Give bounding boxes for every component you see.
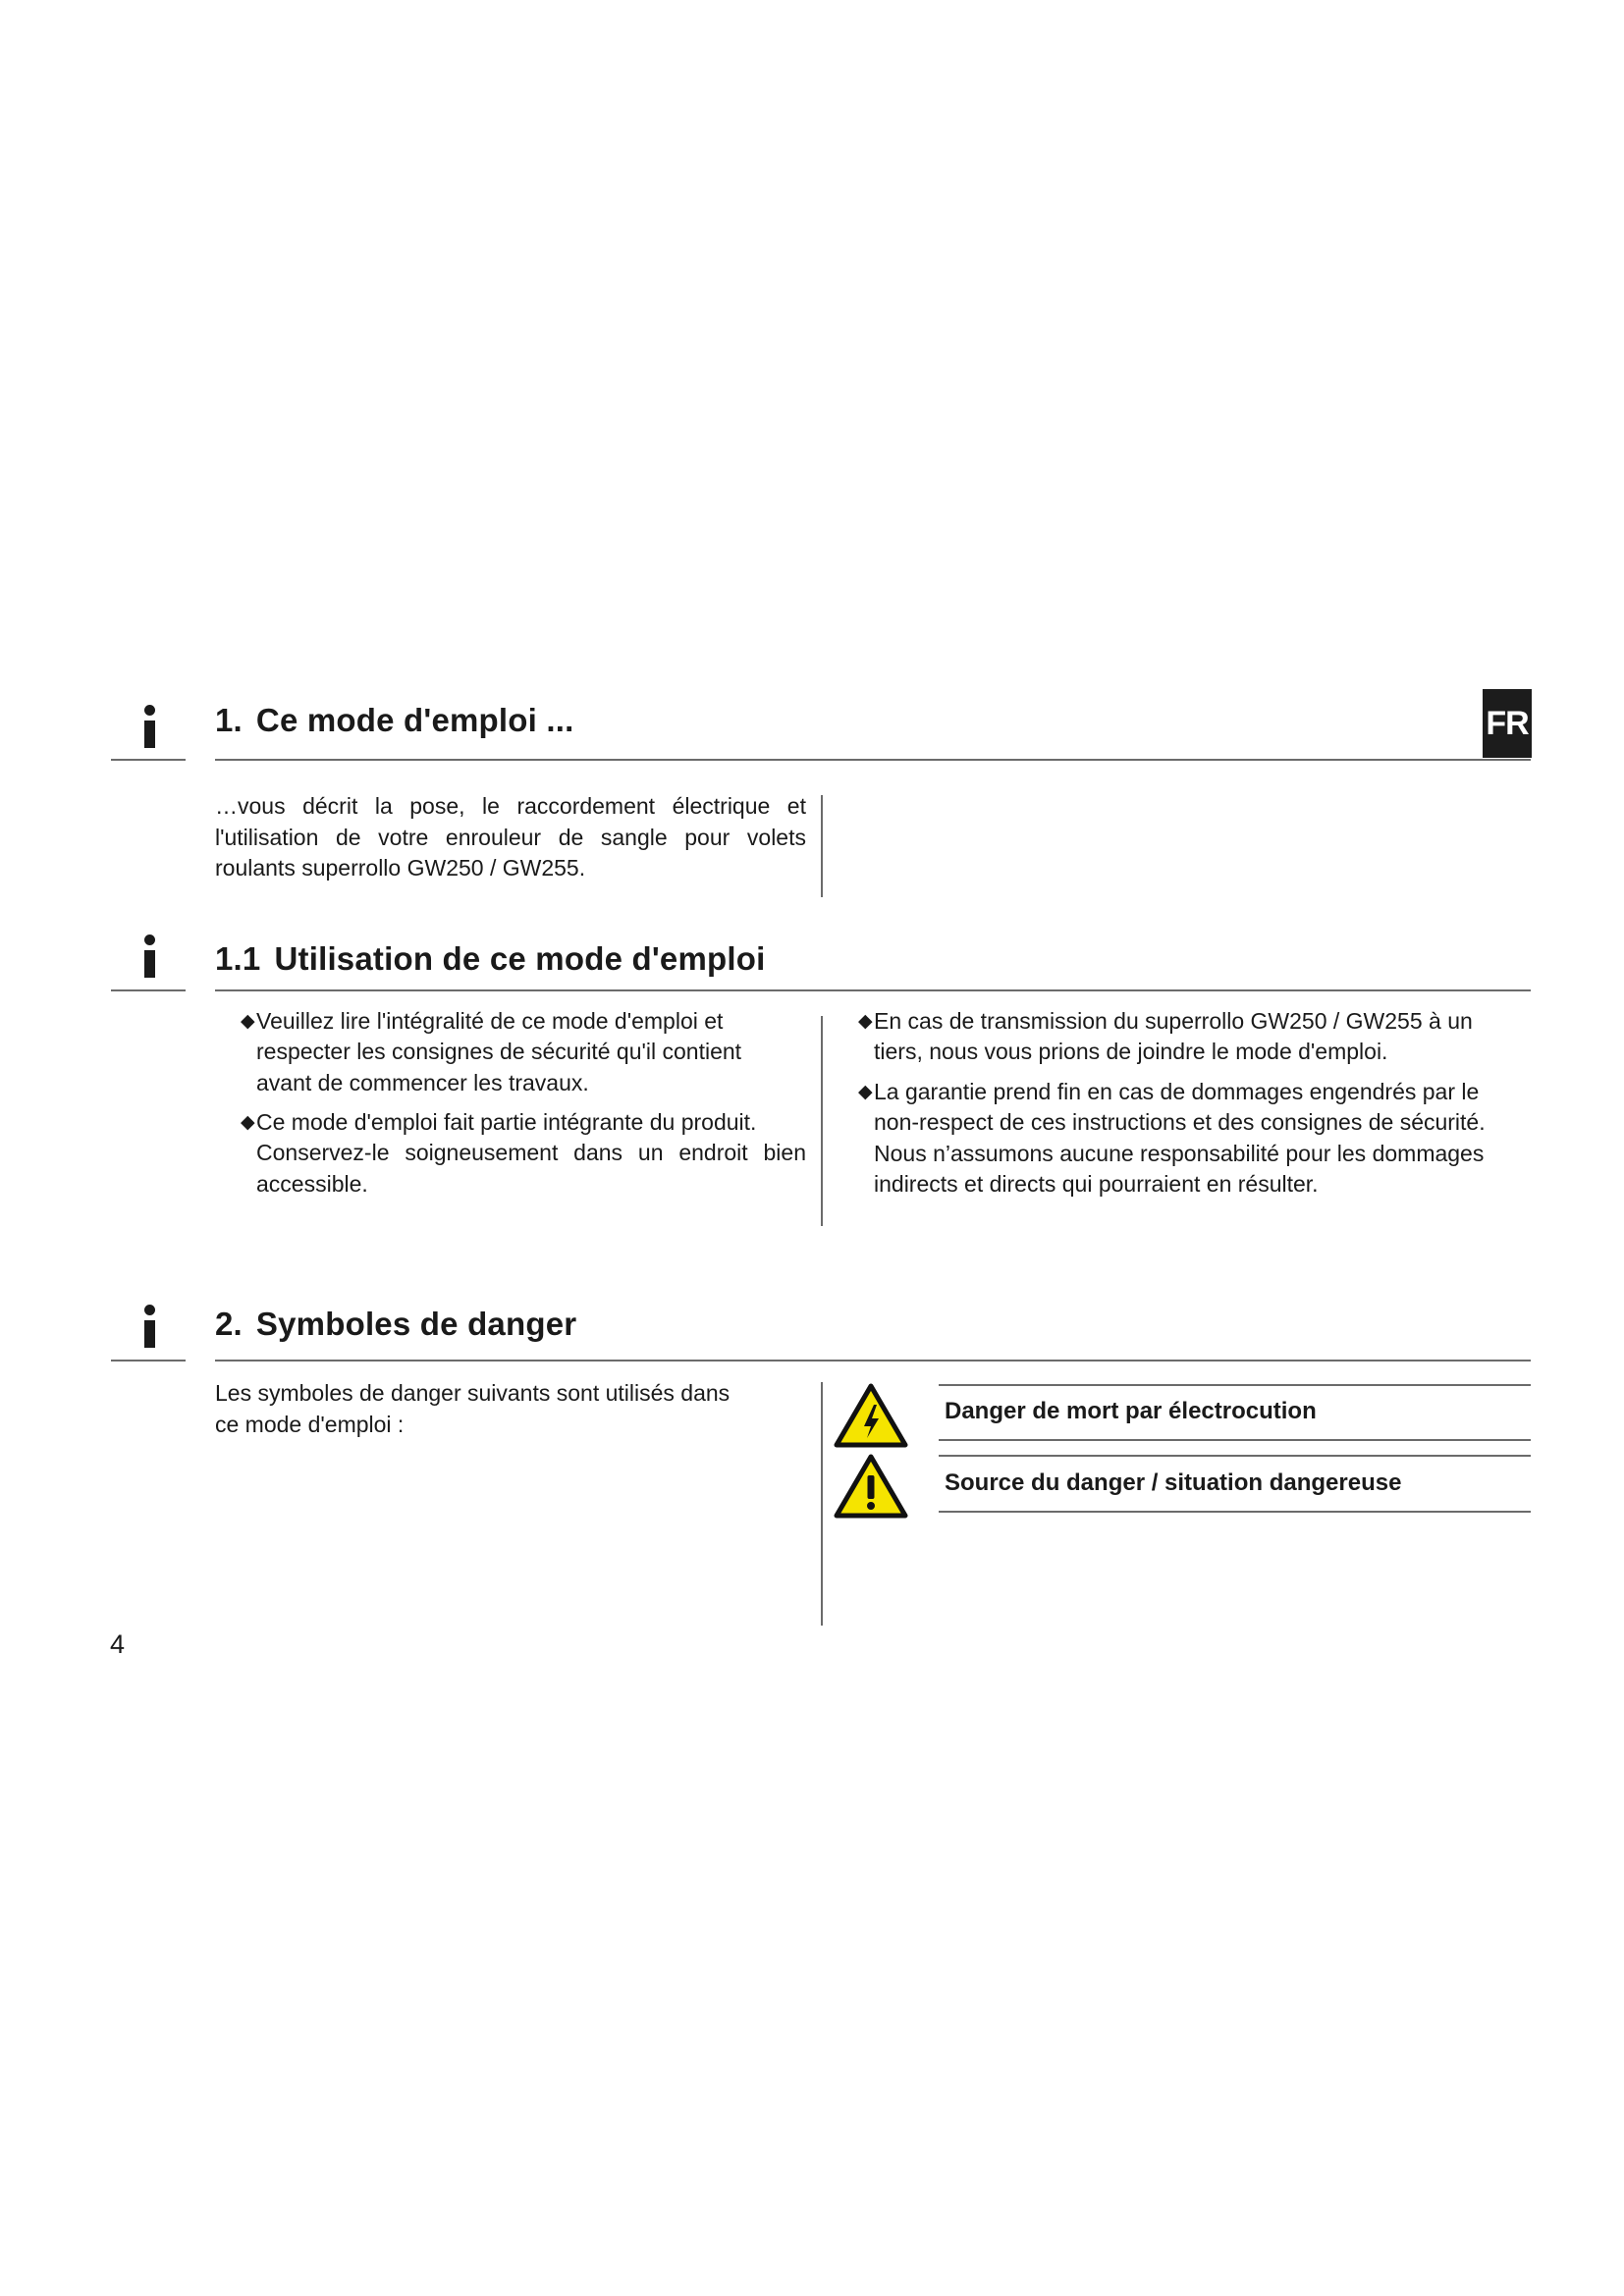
symbol-row-top-rule — [939, 1384, 1531, 1386]
diamond-bullet-icon: ◆ — [858, 1082, 873, 1102]
bullet-item: ◆ La garantie prend fin en cas de dommages engendrés par le — [858, 1077, 1545, 1108]
bullet-continuation: tiers, nous vous prions de joindre le mode d'emploi. — [874, 1039, 1388, 1064]
symbol-label: Source du danger / situation dangereuse — [945, 1469, 1402, 1496]
info-icon — [142, 705, 158, 750]
language-badge: FR — [1483, 689, 1532, 758]
section-1-1-heading: 1.1 Utilisation de ce mode d'emploi — [215, 940, 766, 977]
symbol-row-top-rule — [939, 1455, 1531, 1457]
diamond-bullet-icon: ◆ — [241, 1112, 255, 1133]
section-1-body: …vous décrit la pose, le raccordement électrique et l'utilisation de votre enrouleur de sangle pour volets roulants superrollo GW250 / GW255. — [215, 793, 806, 881]
section-1-rule — [215, 759, 1531, 761]
info-icon — [142, 934, 158, 980]
column-divider — [821, 1016, 823, 1226]
symbol-row-bottom-rule — [939, 1439, 1531, 1441]
general-warning-icon — [834, 1454, 908, 1519]
section-1-heading: 1. Ce mode d'emploi ... — [215, 702, 574, 738]
bullet-continuation: non-respect de ces instructions et des consignes de sécurité. Nous n’assumons aucune responsabilité pour les dommages indirects et directs qui pourraient en résulter. — [874, 1109, 1486, 1197]
bullet-item: ◆ Ce mode d'emploi fait partie intégrante du produit. — [241, 1107, 820, 1139]
symbol-label: Danger de mort par électrocution — [945, 1398, 1317, 1424]
diamond-bullet-icon: ◆ — [858, 1011, 873, 1032]
bullet-continuation: respecter les consignes de sécurité qu'il contient avant de commencer les travaux. — [256, 1039, 742, 1095]
section-2-rule — [215, 1360, 1531, 1362]
column-divider — [821, 795, 823, 897]
column-divider — [821, 1382, 823, 1626]
icon-divider — [111, 759, 186, 761]
symbol-row-bottom-rule — [939, 1511, 1531, 1513]
section-1-1-rule — [215, 989, 1531, 991]
bullet-item: ◆ En cas de transmission du superrollo GW250 / GW255 à un — [858, 1006, 1545, 1038]
section-2-intro: Les symboles de danger suivants sont utilisés dans ce mode d'emploi : — [215, 1380, 731, 1437]
diamond-bullet-icon: ◆ — [241, 1011, 255, 1032]
page-number: 4 — [110, 1629, 126, 1659]
section-2-heading: 2. Symboles de danger — [215, 1306, 577, 1342]
bullet-continuation: Conservez-le soigneusement dans un endroit bien accessible. — [256, 1140, 806, 1197]
info-icon — [142, 1305, 158, 1350]
icon-divider — [111, 989, 186, 991]
bullet-item: ◆ Veuillez lire l'intégralité de ce mode d'emploi et — [241, 1006, 820, 1038]
icon-divider — [111, 1360, 186, 1362]
electrical-hazard-icon — [834, 1383, 908, 1448]
